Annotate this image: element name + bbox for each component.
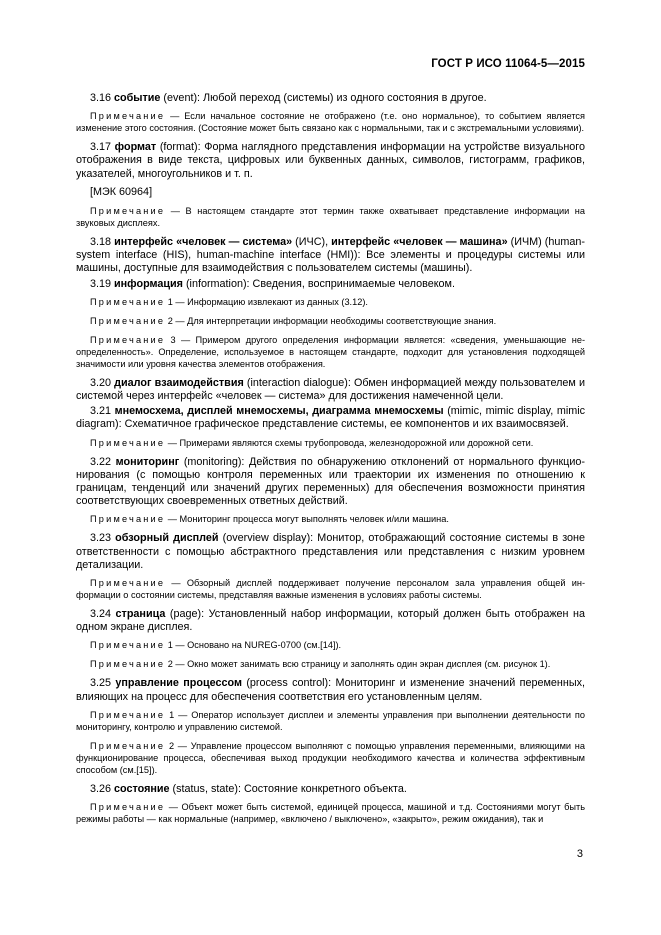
term: страница [115,608,166,621]
term: управление процессом [115,677,242,690]
term: состояние [114,782,170,795]
term-entry-3-17: 3.17 формат (format): Форма наглядного представления информации на устройстве визуального отображения в виде текста, цифровых или буквенных данных, символов, гистограмм, графиков, указателей, многоугольников и т. п. [76,141,586,180]
term: информация [114,277,183,290]
term-entry-3-18: 3.18 интерфейс «человек — система» (ИЧС), интерфейс «человек — машина» (ИЧМ) (human-system interface (HIS), human-machine interface (HMI)): Все элементы и процедуры системы или машины, доступные для взаимодействия с пользователем системы (машины). [76,236,585,275]
note: Примечание 1 — Основано на NUREG-0700 (см.[14]). [90,640,342,651]
standard-header: ГОСТ Р ИСО 11064-5—2015 [431,58,585,70]
term: диалог взаимодействия [114,376,244,389]
term-entry-3-19: 3.19 информация (information): Сведения, воспринимаемые человеком. [90,277,455,290]
term: мнемосхема, дисплей мнемосхемы, диаграмма мнемосхемы [114,405,444,418]
term: событие [114,92,161,104]
term-entry-3-20: 3.20 диалог взаимодействия (interaction dialogue): Обмен информацией между пользователем и системой через интерфейс «человек — система» для достижения намеченной цели. [76,376,586,403]
term-entry-3-26: 3.26 состояние (status, state): Состояние конкретного объекта. [90,782,407,795]
page-number: 3 [576,848,583,860]
term-entry-3-16: 3.16 событие (event): Любой переход (системы) из одного состояния в другое. [90,92,487,104]
term-entry-3-22: 3.22 мониторинг (monitoring): Действия по обнаружению отклонений от нормального функционирования (с помощью контроля переменных или траектории их изменения по отношению к границам, тенденций или значений других переменных) для обеспечения возможности принятия соответствующих своевременных ответных действий. [76,455,586,508]
term: обзорный дисплей [115,532,219,545]
note: Примечание — Объект может быть системой, единицей процесса, машиной и т.д. Состояниями могут быть режимы работы — как нормальные (например, «включено / выключено», «закрыто», режим ожидания), так и [76,802,585,825]
note: Примечание 2 — Для интерпретации информации необходимы соответствующие знания. [90,315,497,326]
term: формат [114,141,157,154]
note: Примечание — Примерами являются схемы трубопровода, железнодорожной или дорожной сети. [90,437,534,448]
term: интерфейс «человек — система» [114,236,293,249]
term-entry-3-24: 3.24 страница (page): Установленный набор информации, который должен быть отображен на одном экране дисплея. [76,608,585,634]
term-alt: интерфейс «человек — машина» [331,236,508,249]
note: Примечание 2 — Управление процессом выполняют с помощью управления переменными, влияющими на функционирование процесса, обеспечивая выход продукции необходимого качества и количества эффективным способом (см.[15]). [76,740,585,775]
note: Примечание — Если начальное состояние не отображено (т.е. оно нормальное), то событием является изменение этого состояния. (Состояние может быть связано как с нормальными, так и с экстремальными условиями). [76,111,585,134]
term: мониторинг [115,455,180,468]
note: Примечание — Обзорный дисплей поддерживает получение персоналом зала управления общей информации о состоянии системы, представляя важные изменения в условиях работы системы. [76,578,585,601]
term-entry-3-23: 3.23 обзорный дисплей (overview display): Монитор, отображающий состояние системы в зоне ответственности с помощью абстрактного представления или представления с низким уровнем детализации. [76,532,585,571]
note: Примечание 1 — Информацию извлекают из данных (3.12). [90,296,368,307]
note: Примечание — Мониторинг процесса могут выполнять человек и/или машина. [90,514,449,525]
source-reference: [МЭК 60964] [90,185,153,198]
note: Примечание 3 — Примером другого определения информации является: «сведения, уменьшающие неопределенность». Определение, используемое в настоящем стандарте, подходит для установления подходящей значимости или уровня качества элементов отображения. [76,334,585,369]
term-entry-3-25: 3.25 управление процессом (process control): Мониторинг и изменение значений переменных, влияющих на процесс для обеспечения соответствия его установленным целям. [76,677,585,703]
note: Примечание — В настоящем стандарте этот термин также охватывает представление информации на звуковых дисплеях. [76,206,585,229]
note: Примечание 2 — Окно может занимать всю страницу и заполнять один экран дисплея (см. рисунок 1). [90,659,551,670]
note: Примечание 1 — Оператор использует дисплеи и элементы управления при выполнении деятельности по мониторингу, контролю и управлению системой. [76,709,585,732]
term-entry-3-21: 3.21 мнемосхема, дисплей мнемосхемы, диаграмма мнемосхемы (mimic, mimic display, mimic diagram): Схематичное графическое представление системы, ее компонентов и их взаимосвязей. [76,405,586,431]
terms-section [76,92,585,832]
